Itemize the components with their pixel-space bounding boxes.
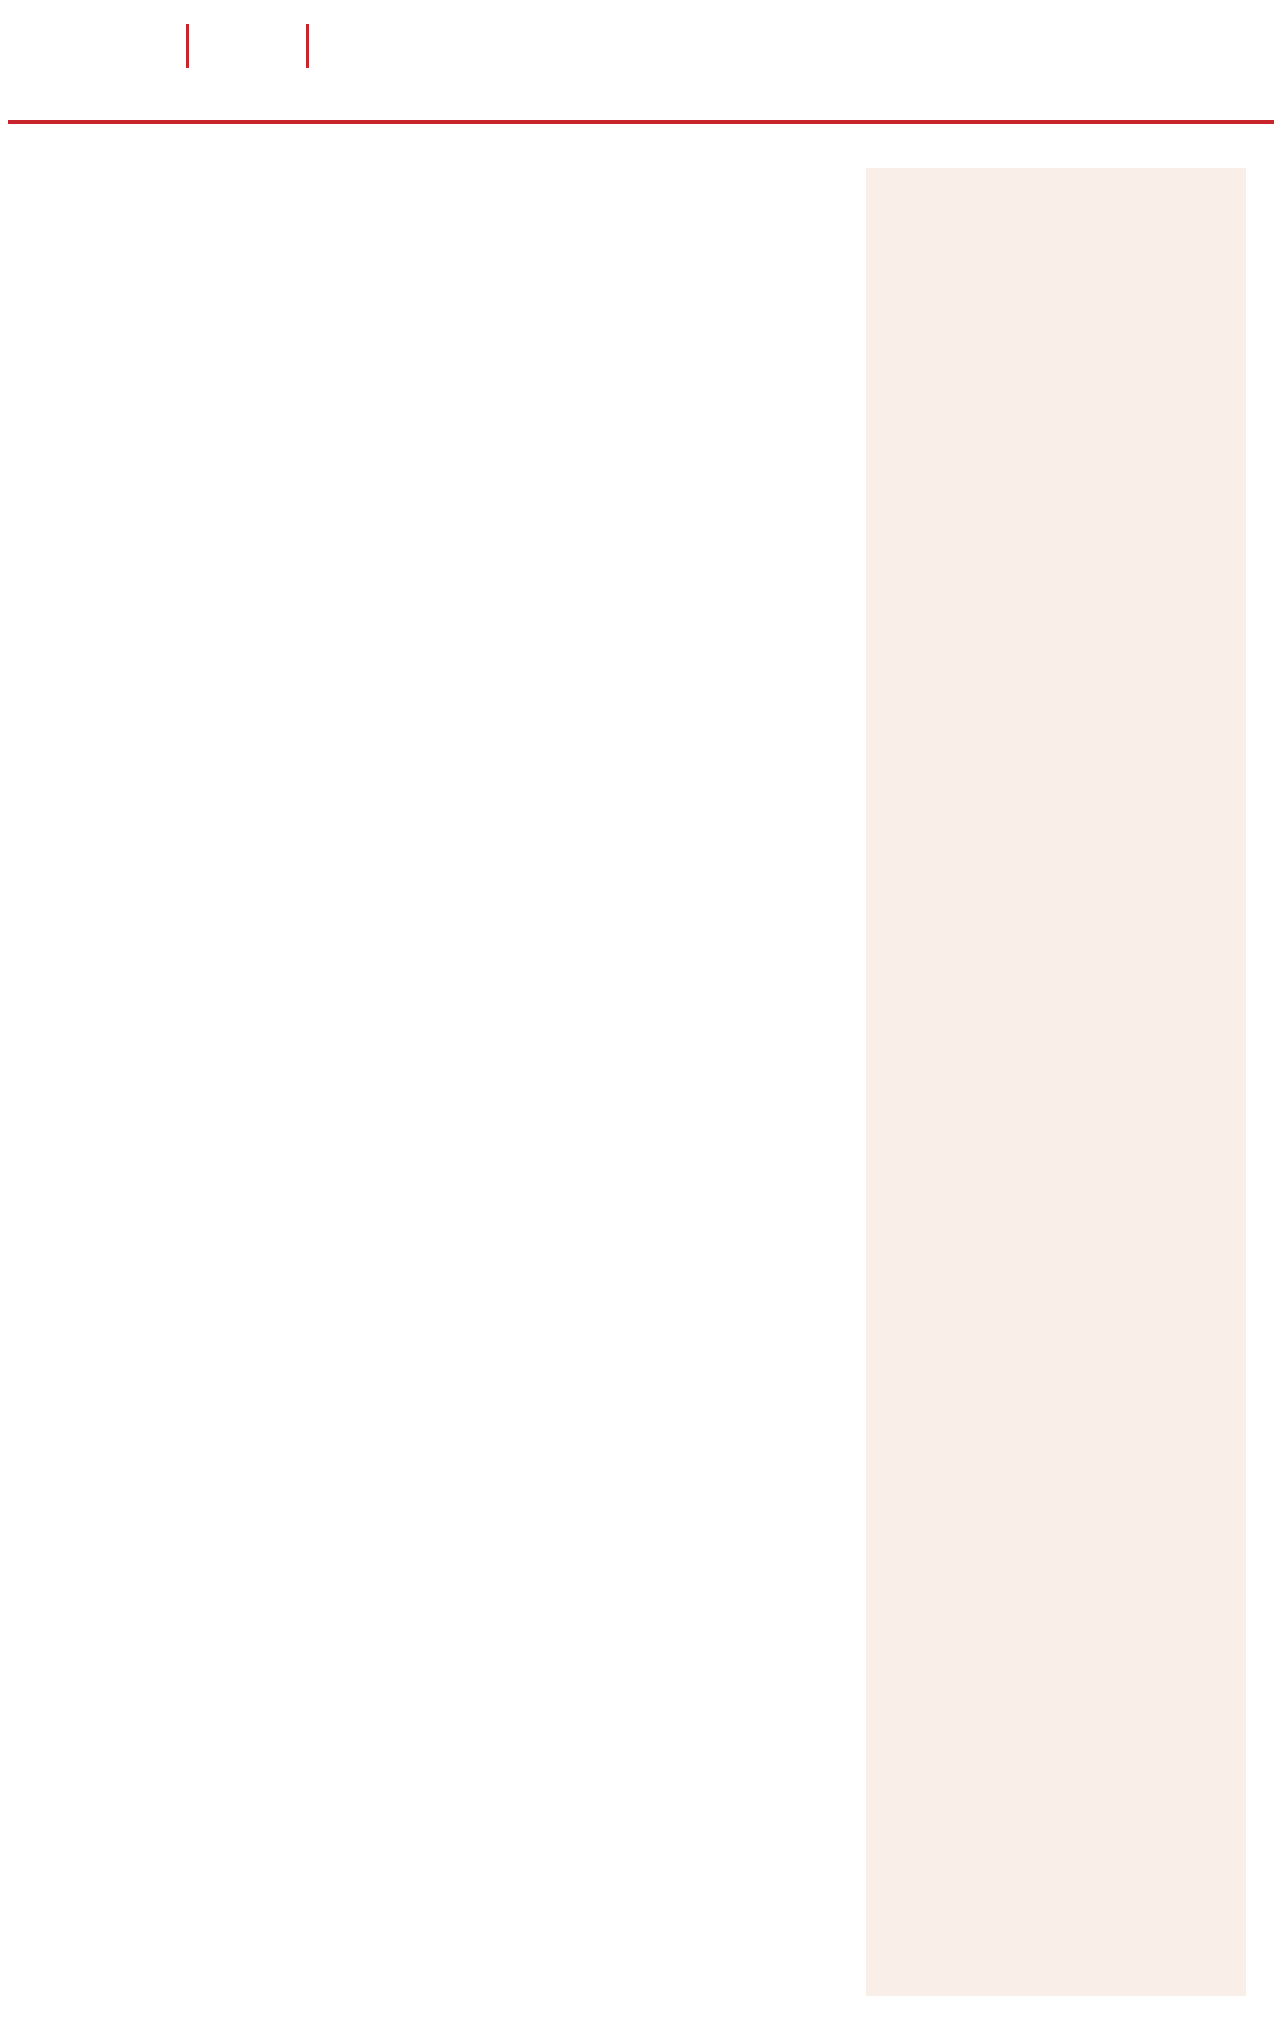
article2-column bbox=[317, 1062, 550, 2008]
article2-body bbox=[60, 1062, 806, 2008]
article1-column bbox=[585, 284, 806, 858]
article2-column bbox=[60, 1062, 293, 2008]
masthead-divider bbox=[306, 24, 309, 68]
masthead-divider bbox=[186, 24, 189, 68]
sidebar-body-top bbox=[886, 196, 1066, 608]
article1-column bbox=[339, 284, 560, 858]
article1-column bbox=[94, 284, 315, 858]
header-rule bbox=[8, 120, 1274, 124]
sidebar-body bbox=[886, 608, 1226, 1988]
article1-body bbox=[94, 284, 806, 858]
article2-column bbox=[573, 1062, 806, 2008]
